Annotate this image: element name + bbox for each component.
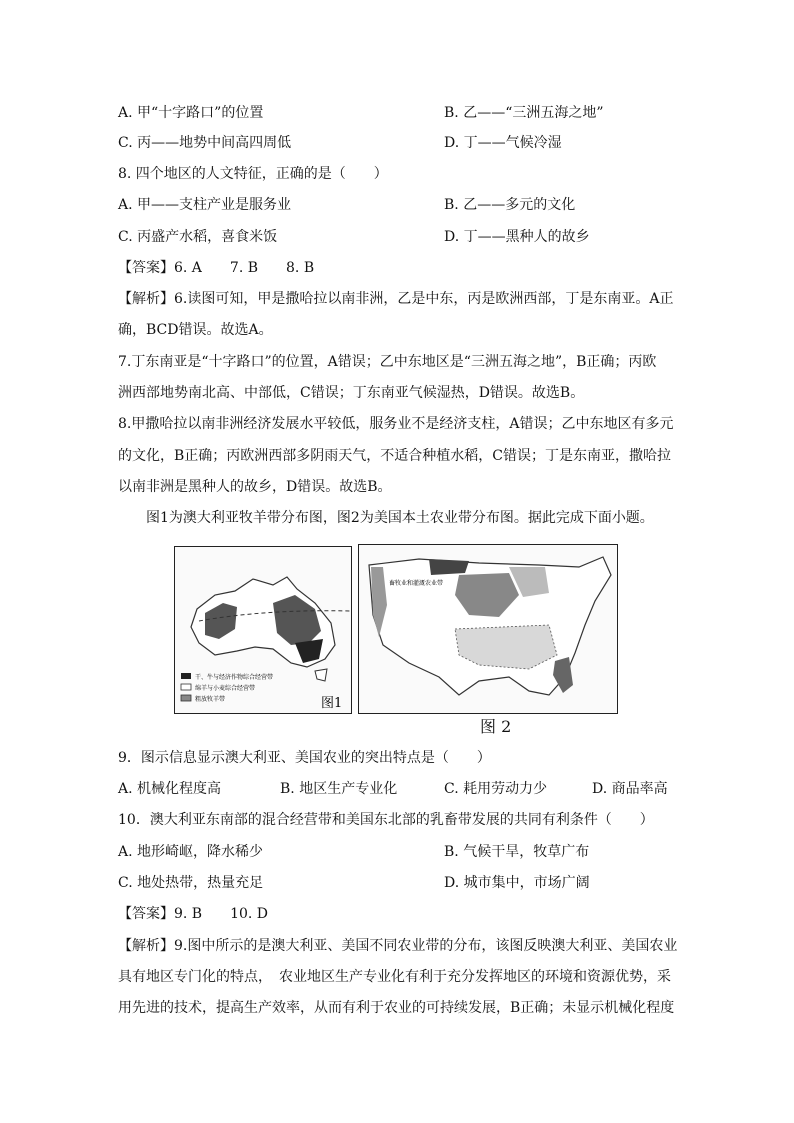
q7-option-a: A. 甲“十字路口”的位置	[118, 105, 264, 121]
legend-text-3: 粗放牧羊带	[195, 696, 226, 703]
figure1-australia-map	[174, 546, 352, 714]
answer-block-1: 【答案】6. A 7. B 8. B	[118, 260, 315, 276]
analysis1-line: 确，BCD错误。故选A。	[118, 322, 273, 338]
analysis1-line: 洲西部地势南北高、中部低，C错误；丁东南亚气候湿热，D错误。故选B。	[118, 385, 585, 401]
q8-option-d: D. 丁——黑种人的故乡	[444, 229, 590, 245]
analysis1-line: 【解析】6.读图可知，甲是撒哈拉以南非洲，乙是中东，丙是欧洲西部，丁是东南亚。A正	[118, 291, 674, 307]
analysis1-line: 8.甲撒哈拉以南非洲经济发展水平较低，服务业不是经济支柱，A错误；乙中东地区有多元	[118, 416, 674, 432]
figure2-inner-label: 畜牧业和灌溉农业带	[389, 580, 444, 587]
q8-stem: 8. 四个地区的人文特征，正确的是（ ）	[118, 166, 388, 182]
spring-wheat-zone	[429, 559, 469, 575]
analysis2-line: 【解析】9.图中所示的是澳大利亚、美国不同农业带的分布，该图反映澳大利亚、美国农业	[118, 938, 678, 954]
q8-option-c: C. 丙盛产水稻，喜食米饭	[118, 229, 278, 245]
analysis2-line: 用先进的技术，提高生产效率，从而有利于农业的可持续发展，B正确；未显示机械化程度	[118, 1000, 675, 1016]
tasmania-outline	[315, 669, 327, 681]
q10-stem: 10．澳大利亚东南部的混合经营带和美国东北部的乳畜带发展的共同有利条件（ ）	[118, 812, 654, 828]
figure2-usa-map	[358, 544, 618, 714]
usa-map-graphic	[359, 545, 617, 713]
figure-intro: 图1为澳大利亚牧羊带分布图，图2为美国本土农业带分布图。据此完成下面小题。	[146, 510, 654, 526]
legend-text-2: 绵羊与小麦综合经营带	[195, 685, 256, 692]
legend-swatch-3	[181, 695, 191, 701]
australia-map-graphic	[175, 547, 351, 713]
analysis1-line: 以南非洲是黑种人的故乡，D错误。故选B。	[118, 479, 392, 495]
legend-text-1: 干、牛与经济作物综合经营带	[195, 674, 274, 681]
q9-option-d: D. 商品率高	[592, 781, 668, 797]
legend-swatch-1	[181, 673, 191, 679]
analysis2-line: 具有地区专门化的特点， 农业地区生产专业化有利于充分发挥地区的环境和资源优势，采	[118, 969, 671, 985]
answer-block-2: 【答案】9. B 10. D	[118, 906, 269, 922]
analysis1-line: 7.丁东南亚是“十字路口”的位置，A错误；乙中东地区是“三洲五海之地”，B正确；丙欧	[118, 354, 657, 370]
q9-option-a: A. 机械化程度高	[118, 781, 222, 797]
q10-option-d: D. 城市集中，市场广阔	[444, 875, 590, 891]
legend-swatch-2	[181, 684, 191, 690]
q9-option-b: B. 地区生产专业化	[280, 781, 398, 797]
q10-option-b: B. 气候干旱，牧草广布	[444, 844, 590, 860]
figure1-label: 图1	[321, 696, 343, 711]
q10-option-a: A. 地形崎岖，降水稀少	[118, 844, 264, 860]
q9-option-c: C. 耗用劳动力少	[444, 781, 548, 797]
q8-option-a: A. 甲——支柱产业是服务业	[118, 197, 292, 213]
q7-option-d: D. 丁——气候冷湿	[444, 135, 562, 151]
q9-stem: 9．图示信息显示澳大利亚、美国农业的突出特点是（ ）	[118, 750, 491, 766]
analysis1-line: 的文化，B正确；丙欧洲西部多阴雨天气，不适合种植水稻，C错误；丁是东南亚，撒哈拉	[118, 448, 671, 464]
q7-option-c: C. 丙——地势中间高四周低	[118, 135, 292, 151]
q8-option-b: B. 乙——多元的文化	[444, 197, 576, 213]
q10-option-c: C. 地处热带，热量充足	[118, 875, 264, 891]
figure2-caption: 图 2	[480, 717, 512, 736]
q7-option-b: B. 乙——“三洲五海之地”	[444, 105, 604, 121]
